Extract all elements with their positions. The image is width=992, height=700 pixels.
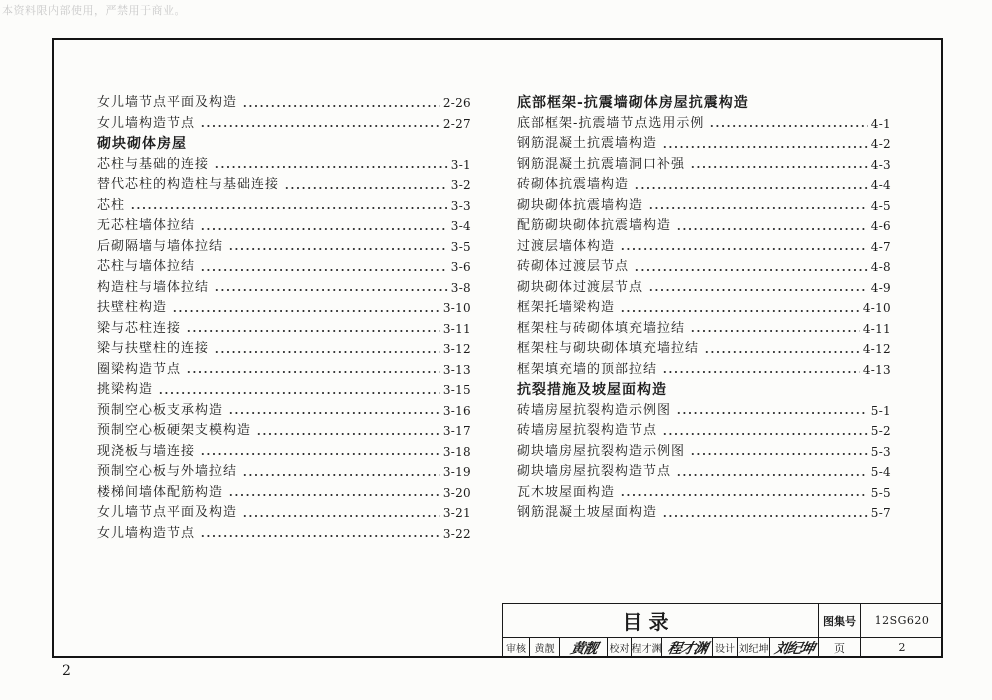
toc-leader-dots bbox=[676, 473, 868, 477]
toc-entry-page: 3-10 bbox=[442, 301, 471, 315]
toc-entry bbox=[97, 360, 471, 381]
toc-leader-dots bbox=[186, 329, 440, 333]
toc-entry-page: 3-4 bbox=[450, 219, 471, 233]
toc-entry-page: 3-5 bbox=[450, 239, 471, 254]
toc-entry-page: 4-13 bbox=[862, 362, 891, 377]
toc-entry-page: 3-16 bbox=[442, 403, 471, 418]
toc-entry bbox=[517, 503, 891, 524]
drawing-title: 目录 bbox=[502, 603, 818, 637]
toc-entry-title: 砖砌体过渡层节点 bbox=[517, 259, 630, 274]
toc-entry-title: 配筋砌块砌体抗震墙构造 bbox=[517, 218, 672, 233]
toc-entry-page: 2-26 bbox=[442, 96, 471, 110]
toc-leader-dots bbox=[214, 165, 448, 169]
toc-entry bbox=[97, 462, 471, 483]
toc-entry-title: 女儿墙构造节点 bbox=[97, 115, 196, 131]
toc-entry-page: 5-4 bbox=[870, 465, 891, 479]
toc-entry-title: 砖砌体抗震墙构造 bbox=[517, 177, 630, 192]
toc-leader-dots bbox=[200, 534, 440, 538]
toc-entry-page: 5-7 bbox=[870, 506, 891, 520]
toc-leader-dots bbox=[200, 124, 440, 128]
toc-leader-dots bbox=[690, 452, 868, 456]
toc-leader-dots bbox=[242, 104, 440, 108]
toc-leader-dots bbox=[676, 227, 868, 231]
toc-entry bbox=[97, 339, 471, 360]
toc-entry-title: 挑梁构造 bbox=[97, 382, 154, 397]
toc-entry-title: 圈梁构造节点 bbox=[97, 361, 182, 377]
reviewer-name: 黄靓 bbox=[529, 637, 559, 657]
toc-entry bbox=[97, 114, 471, 135]
toc-leader-dots bbox=[200, 452, 440, 456]
toc-entry bbox=[97, 421, 471, 442]
toc-entry-title: 预制空心板与外墙拉结 bbox=[97, 464, 238, 479]
toc-entry-page: 5-2 bbox=[870, 424, 891, 438]
toc-entry-title: 替代芯柱的构造柱与基础连接 bbox=[97, 177, 280, 192]
toc-leader-dots bbox=[228, 493, 440, 497]
toc-entry bbox=[517, 401, 891, 422]
toc-leader-dots bbox=[130, 206, 448, 210]
toc-entry bbox=[97, 483, 471, 504]
reviewer-signature-cell bbox=[559, 637, 607, 657]
toc-entry-page: 4-1 bbox=[870, 116, 891, 131]
toc-entry bbox=[517, 298, 891, 319]
toc-entry-page: 3-19 bbox=[442, 465, 471, 479]
toc-entry-page: 4-11 bbox=[862, 321, 891, 336]
toc-entry-page: 3-3 bbox=[450, 198, 471, 213]
toc-entry-title: 框架填充墙的顶部拉结 bbox=[517, 361, 658, 377]
toc-entry-page: 3-11 bbox=[442, 321, 471, 336]
toc-leader-dots bbox=[172, 309, 440, 313]
toc-entry-title: 梁与芯柱连接 bbox=[97, 320, 182, 336]
toc-entry-title: 现浇板与墙连接 bbox=[97, 443, 196, 459]
toc-leader-dots bbox=[648, 288, 868, 292]
toc-leader-dots bbox=[690, 329, 860, 333]
page-label: 页 bbox=[818, 637, 860, 657]
toc-entry-page: 5-5 bbox=[870, 485, 891, 500]
toc-entry bbox=[97, 319, 471, 340]
toc-entry bbox=[517, 339, 891, 360]
toc-entry bbox=[97, 196, 471, 217]
toc-entry bbox=[97, 257, 471, 278]
toc-leader-dots bbox=[704, 350, 860, 354]
toc-leader-dots bbox=[228, 411, 440, 415]
toc-leader-dots bbox=[186, 370, 440, 374]
checker-signature: 程才渊 bbox=[665, 640, 708, 657]
toc-leader-dots bbox=[284, 186, 448, 190]
toc-entry-title: 后砌隔墙与墙体拉结 bbox=[97, 238, 224, 254]
toc-left-column bbox=[97, 93, 471, 544]
toc-entry-title: 瓦木坡屋面构造 bbox=[517, 484, 616, 500]
toc-leader-dots bbox=[662, 145, 868, 149]
toc-leader-dots bbox=[690, 165, 868, 169]
toc-entry-title: 构造柱与墙体拉结 bbox=[97, 279, 210, 295]
toc-leader-dots bbox=[214, 350, 440, 354]
toc-entry bbox=[517, 462, 891, 483]
toc-entry-page: 3-2 bbox=[450, 178, 471, 192]
toc-entry-title: 女儿墙节点平面及构造 bbox=[97, 505, 238, 520]
toc-entry-title: 芯柱 bbox=[97, 197, 126, 213]
toc-entry-title: 砌块砌体过渡层节点 bbox=[517, 279, 644, 295]
toc-entry-page: 4-8 bbox=[870, 260, 891, 274]
toc-entry-title: 钢筋混凝土抗震墙构造 bbox=[517, 136, 658, 151]
toc-entry-title: 预制空心板支承构造 bbox=[97, 402, 224, 418]
toc-entry-page: 4-2 bbox=[870, 137, 891, 151]
toc-entry-title: 芯柱与基础的连接 bbox=[97, 156, 210, 172]
toc-leader-dots bbox=[200, 227, 448, 231]
toc-entry bbox=[97, 298, 471, 319]
toc-leader-dots bbox=[214, 288, 448, 292]
toc-entry-page: 4-9 bbox=[870, 280, 891, 295]
toc-right-column bbox=[517, 93, 891, 524]
toc-leader-dots bbox=[158, 391, 440, 395]
toc-entry-title: 钢筋混凝土坡屋面构造 bbox=[517, 505, 658, 520]
toc-entry bbox=[97, 155, 471, 176]
toc-entry bbox=[517, 175, 891, 196]
toc-entry-title: 女儿墙构造节点 bbox=[97, 525, 196, 541]
toc-entry-title: 底部框架-抗震墙节点选用示例 bbox=[517, 115, 705, 131]
reviewer-signature: 黄靓 bbox=[568, 640, 598, 657]
toc-leader-dots bbox=[200, 268, 448, 272]
atlas-number-value: 12SG620 bbox=[860, 603, 943, 637]
toc-entry-title: 砌块砌体抗震墙构造 bbox=[517, 197, 644, 213]
toc-entry-page: 3-18 bbox=[442, 444, 471, 459]
toc-entry-page: 4-5 bbox=[870, 198, 891, 213]
toc-entry bbox=[517, 278, 891, 299]
toc-entry bbox=[97, 216, 471, 237]
designer-signature-cell bbox=[769, 637, 818, 657]
toc-entry-title: 砖墙房屋抗裂构造示例图 bbox=[517, 402, 672, 418]
toc-leader-dots bbox=[709, 124, 867, 128]
toc-entry-page: 4-3 bbox=[870, 157, 891, 172]
toc-entry-page: 5-3 bbox=[870, 444, 891, 459]
toc-entry bbox=[97, 503, 471, 524]
toc-leader-dots bbox=[634, 268, 868, 272]
toc-entry-page: 3-20 bbox=[442, 485, 471, 500]
checker-label: 校对 bbox=[607, 637, 631, 657]
toc-entry bbox=[517, 216, 891, 237]
toc-entry-page: 4-4 bbox=[870, 178, 891, 192]
toc-entry-page: 5-1 bbox=[870, 403, 891, 418]
toc-entry bbox=[97, 442, 471, 463]
toc-entry-page: 3-15 bbox=[442, 383, 471, 397]
toc-entry-title: 砖墙房屋抗裂构造节点 bbox=[517, 423, 658, 438]
watermark-text: 本资料限内部使用，严禁用于商业。 bbox=[2, 4, 186, 17]
toc-entry-page: 3-22 bbox=[442, 526, 471, 541]
toc-leader-dots bbox=[228, 247, 448, 251]
checker-signature-cell bbox=[661, 637, 712, 657]
toc-entry-page: 2-27 bbox=[442, 116, 471, 131]
toc-entry bbox=[97, 93, 471, 114]
toc-leader-dots bbox=[242, 473, 440, 477]
toc-leader-dots bbox=[256, 432, 440, 436]
toc-leader-dots bbox=[648, 206, 868, 210]
toc-entry-title: 梁与扶壁柱的连接 bbox=[97, 341, 210, 356]
toc-entry-page: 3-21 bbox=[442, 506, 471, 520]
toc-entry-title: 芯柱与墙体拉结 bbox=[97, 259, 196, 274]
toc-entry-title: 扶壁柱构造 bbox=[97, 300, 168, 315]
toc-entry bbox=[517, 442, 891, 463]
toc-leader-dots bbox=[620, 493, 868, 497]
toc-section-heading: 抗裂措施及坡屋面构造 bbox=[517, 382, 667, 398]
toc-entry-title: 预制空心板硬架支模构造 bbox=[97, 423, 252, 438]
toc-entry-page: 4-12 bbox=[862, 342, 891, 356]
checker-name: 程才渊 bbox=[631, 637, 661, 657]
toc-entry bbox=[97, 401, 471, 422]
toc-leader-dots bbox=[620, 309, 860, 313]
toc-entry-title: 过渡层墙体构造 bbox=[517, 238, 616, 254]
toc-entry-page: 3-8 bbox=[450, 280, 471, 295]
toc-entry bbox=[97, 237, 471, 258]
page-value: 2 bbox=[860, 637, 943, 657]
toc-section-heading: 底部框架-抗震墙砌体房屋抗震构造 bbox=[517, 95, 749, 111]
toc-entry-page: 4-6 bbox=[870, 219, 891, 233]
toc-entry bbox=[517, 421, 891, 442]
toc-entry bbox=[517, 237, 891, 258]
toc-entry bbox=[97, 278, 471, 299]
toc-entry-page: 3-6 bbox=[450, 260, 471, 274]
toc-entry bbox=[97, 524, 471, 545]
toc-entry-title: 框架柱与砌块砌体填充墙拉结 bbox=[517, 341, 700, 356]
toc-entry-page: 3-12 bbox=[442, 342, 471, 356]
toc-entry-title: 砌块墙房屋抗裂构造节点 bbox=[517, 464, 672, 479]
toc-entry-title: 女儿墙节点平面及构造 bbox=[97, 95, 238, 110]
toc-entry-title: 框架托墙梁构造 bbox=[517, 300, 616, 315]
atlas-number-label: 图集号 bbox=[818, 603, 860, 637]
toc-entry-page: 4-10 bbox=[862, 301, 891, 315]
toc-entry-page: 3-1 bbox=[450, 157, 471, 172]
toc-leader-dots bbox=[620, 247, 868, 251]
designer-signature: 刘纪坤 bbox=[772, 640, 815, 657]
toc-entry bbox=[517, 360, 891, 381]
toc-leader-dots bbox=[634, 186, 868, 190]
toc-entry bbox=[517, 134, 891, 155]
toc-entry-page: 3-13 bbox=[442, 362, 471, 377]
toc-leader-dots bbox=[242, 514, 440, 518]
toc-entry bbox=[517, 155, 891, 176]
toc-entry-page: 4-7 bbox=[870, 239, 891, 254]
toc-entry-title: 框架柱与砖砌体填充墙拉结 bbox=[517, 320, 686, 336]
reviewer-label: 审核 bbox=[502, 637, 529, 657]
toc-entry bbox=[97, 380, 471, 401]
toc-entry-title: 无芯柱墙体拉结 bbox=[97, 218, 196, 233]
toc-entry bbox=[517, 257, 891, 278]
toc-entry-page: 3-17 bbox=[442, 424, 471, 438]
toc-entry-title: 楼梯间墙体配筋构造 bbox=[97, 484, 224, 500]
toc-section-heading: 砌块砌体房屋 bbox=[97, 136, 187, 152]
toc-entry bbox=[517, 483, 891, 504]
toc-entry-title: 钢筋混凝土抗震墙洞口补强 bbox=[517, 156, 686, 172]
designer-name: 刘纪坤 bbox=[737, 637, 769, 657]
toc-leader-dots bbox=[662, 514, 868, 518]
designer-label: 设计 bbox=[712, 637, 737, 657]
toc-entry bbox=[97, 175, 471, 196]
toc-leader-dots bbox=[662, 370, 860, 374]
toc-entry-title: 砌块墙房屋抗裂构造示例图 bbox=[517, 443, 686, 459]
toc-entry bbox=[517, 319, 891, 340]
toc-leader-dots bbox=[662, 432, 868, 436]
page-number: 2 bbox=[62, 663, 71, 679]
toc-entry bbox=[517, 196, 891, 217]
toc-leader-dots bbox=[676, 411, 868, 415]
toc-entry bbox=[517, 114, 891, 135]
